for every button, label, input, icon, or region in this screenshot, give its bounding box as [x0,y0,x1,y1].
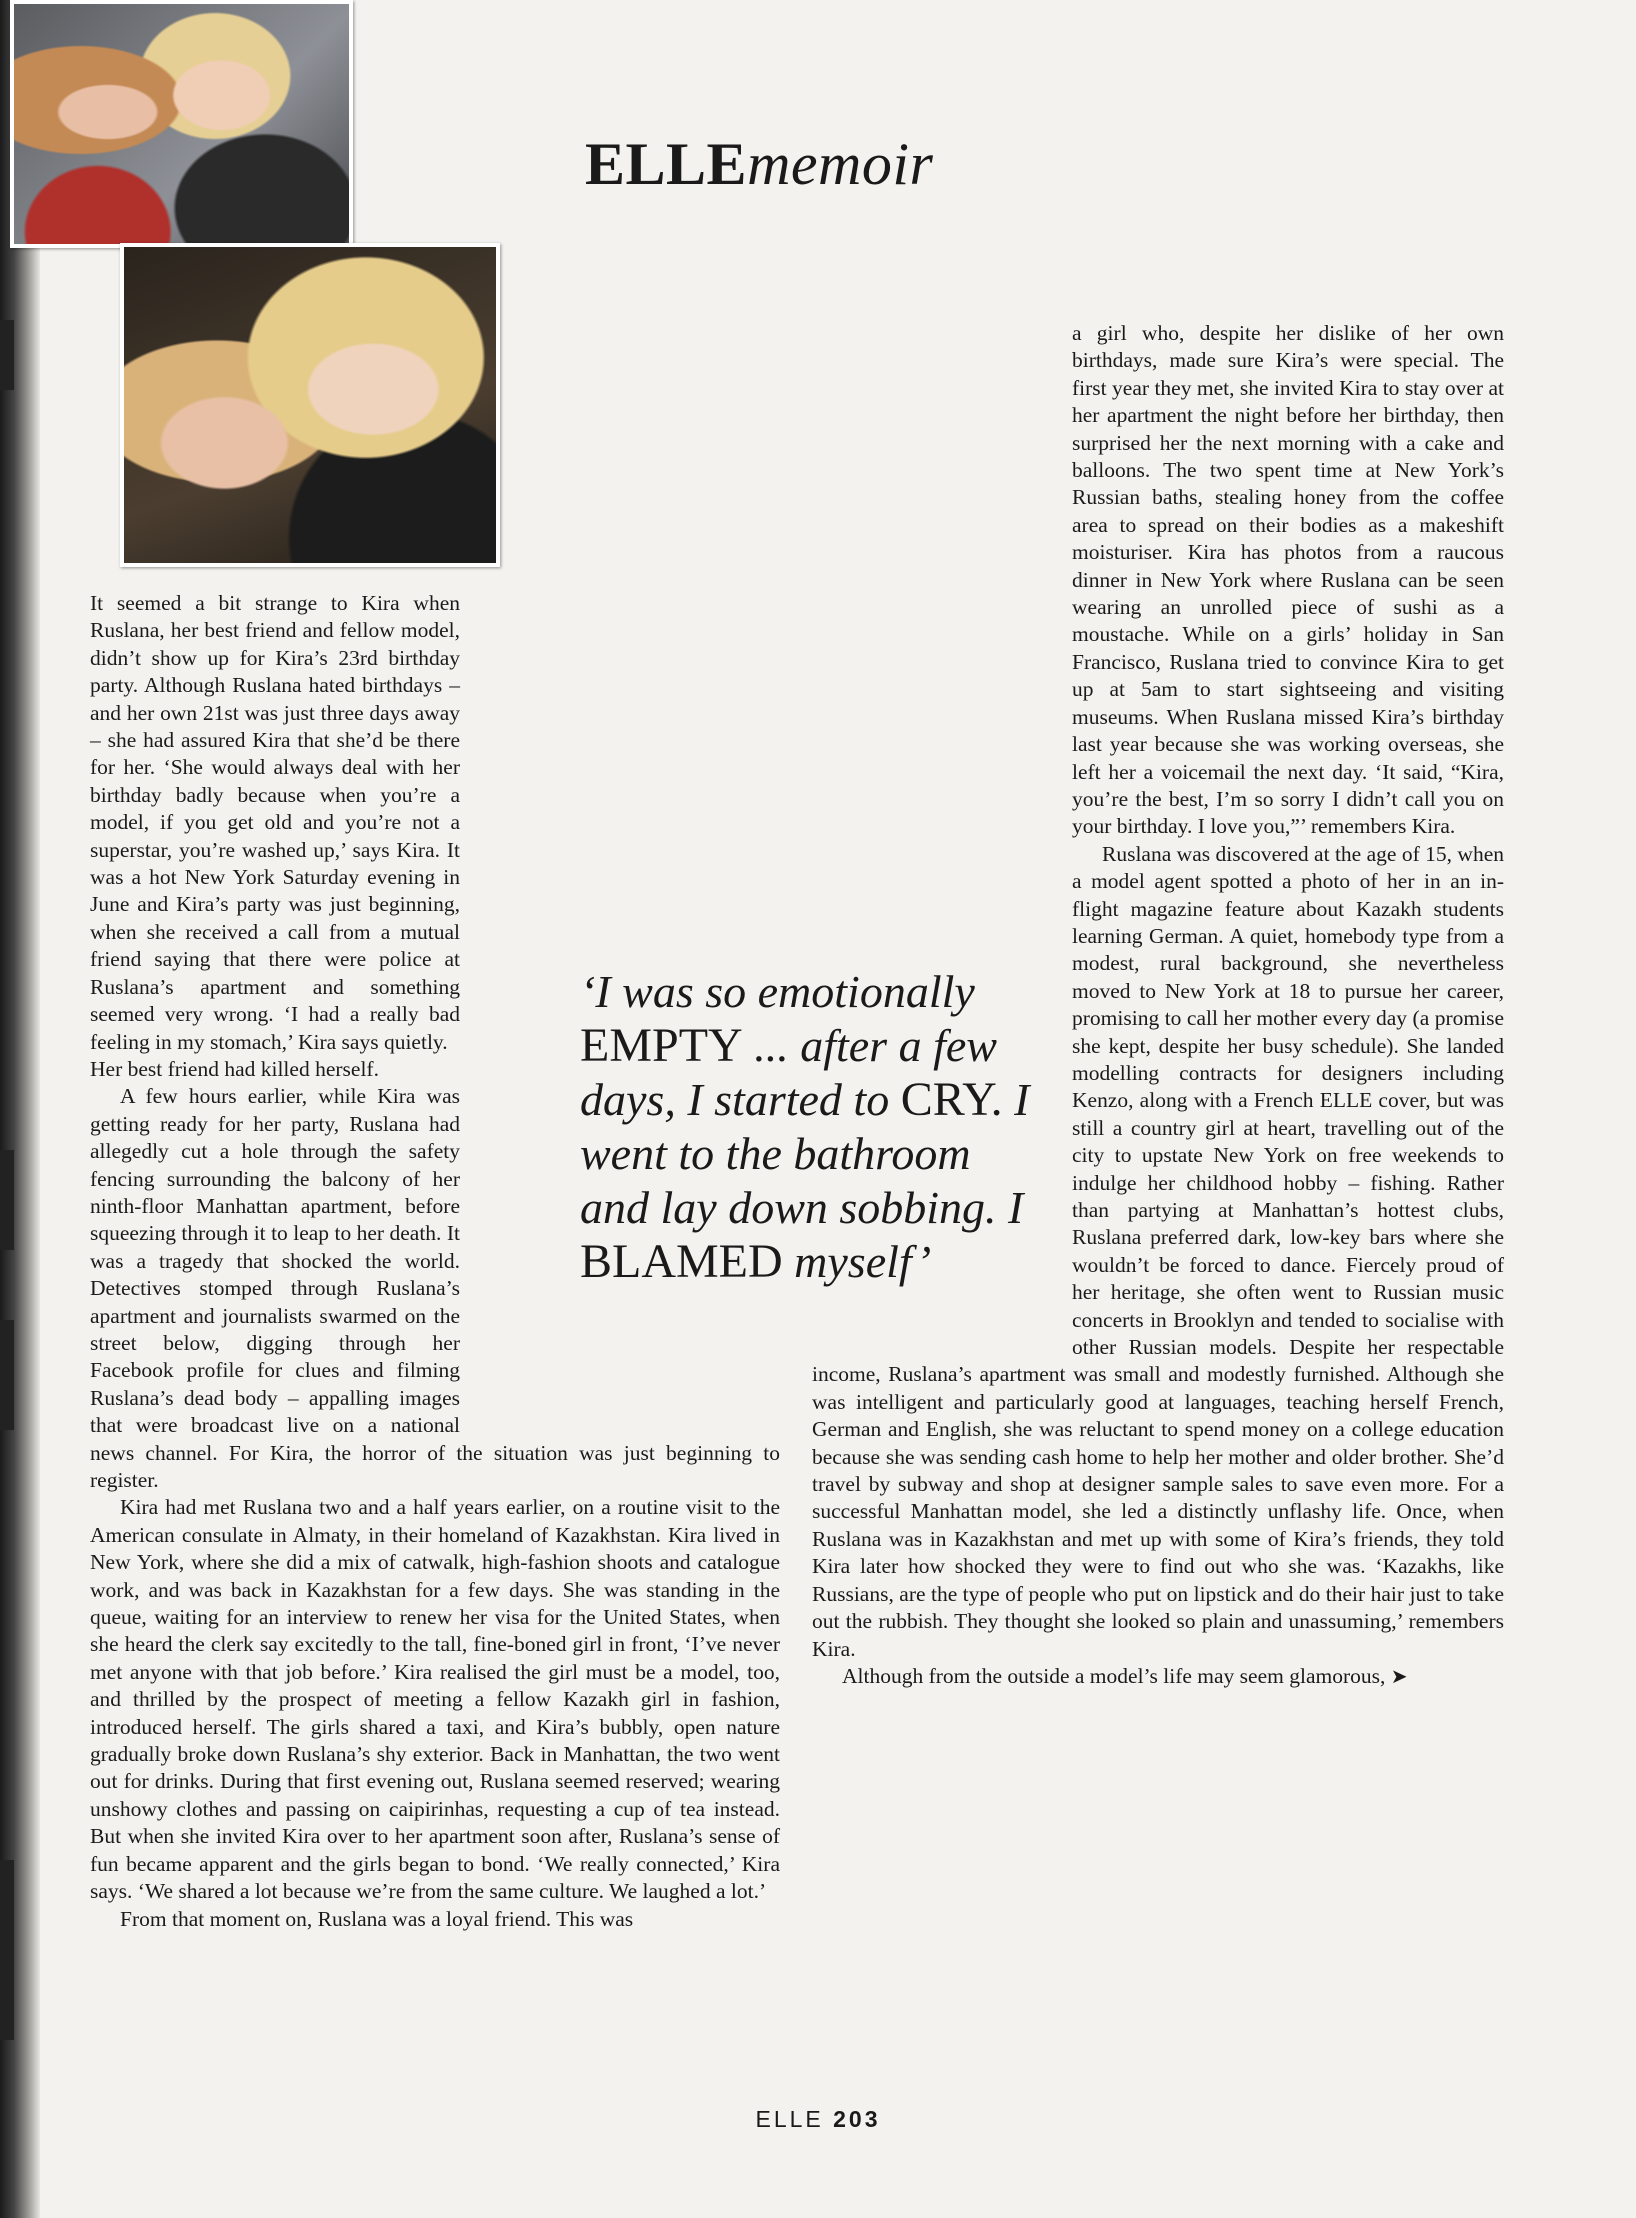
article-paragraph: Kira had met Ruslana two and a half years earlier, on a routine visit to the American consulate in Almaty, in their homeland of Kazakhstan. Kira lived in New York, where she did a mix of catwalk, high-fashion shoots and catalogue work, and was back in Kazakhstan for a few days. She was standing in the queue, waiting for an interview to renew her visa for the United States, when she heard the clerk say excitedly to the tall, fine-boned girl in front, ‘I’ve never met anyone with that job before.’ Kira realised the girl must be a model, too, and thrilled by the prospect of meeting a fellow Kazakh girl in fashion, introduced herself. The girls shared a taxi, and Kira’s bubbly, open nature gradually broke down Ruslana’s shy exterior. Back in Manhattan, the two went out for drinks. During that first evening out, Ruslana seemed reserved; wearing unshowy clothes and passing on caipirinhas, requesting a cup of tea instead. But when she invited Kira over to her apartment soon after, Ruslana’s sense of fun became apparent and the girls began to bond. ‘We really connected,’ Kira says. ‘We shared a lot because we’re from the same culture. We laughed a lot.’ [90,1495,780,1904]
spine-mark [0,1150,14,1250]
pullquote-text: I went to the bathroom and lay down sobbing. I [580,1074,1030,1233]
article-paragraph: From that moment on, Ruslana was a loyal friend. This was [120,1906,634,1931]
masthead [585,128,933,200]
article-paragraph: A few hours earlier, while Kira was getting ready for her party, Ruslana had allegedly cut a hole through the safety fencing surrounding the balcony of her ninth-floor Manhattan apartment, before squeezing through it to leap to her death. It was a tragedy that shocked the world. Detectives stomped through Ruslana’s apartment and journalists swarmed on the street below, digging through her Facebook profile for clues and filming Ruslana’s dead body – appalling images that were broadcast live on a national news channel. For Kira, the horror of the situation was just beginning to register. [90,1084,780,1492]
masthead-brand: ELLE [585,131,748,197]
pullquote-emphasis: EMPTY [580,1019,743,1072]
spine-mark [0,1320,14,1430]
pullquote-text: ... after a few days, I started to [580,1020,997,1125]
spine-mark [0,1860,14,2040]
article-paragraph: Ruslana was discovered at the age of 15, when a model agent spotted a photo of her in an in-flight magazine feature about Kazakh students learning German. A quiet, homebody type from a modest, rural background, she nevertheless moved to New York at 18 to pursue her career, promising to call her mother every day (a promise she kept, despite her busy schedule). She landed modelling contracts for designers including Kenzo, along with a French ELLE cover, but was still a country girl at heart, travelling out of the city to upstate New York on free weekends to indulge her childhood hobby – fishing. Rather than partying at Manhattan’s hottest clubs, Ruslana preferred dark, low-key bars where she wouldn’t be forced to dance. Fiercely proud of her heritage, she often went to Russian music concerts in Brooklyn and tended to socialise with other Russian models. Despite her respectable income, Ruslana’s apartment was small and modestly furnished. Although she was intelligent and particularly good at languages, teaching herself French, German and English, she was reluctant to spend money on a college education because she was sending cash home to help her mother and older brother. She’d travel by subway and shop at designer sample sales to save even more. For a successful Manhattan model, she led a distinctly unflashy life. Once, when Ruslana was in Kazakhstan and met up with some of Kira’s friends, they told Kira later how shocked they were to find out who she was. ‘Kazakhs, like Russians, are the type of people who put on lipstick and do their hair just to take out the rubbish. They thought she looked so plain and unassuming,’ remembers Kira. [812,841,1504,1661]
pull-quote [580,965,1050,1289]
article-paragraph [812,1663,1504,1690]
page-number: 203 [833,2106,881,2132]
page-spine-shadow [0,0,40,2218]
footer-brand: ELLE [755,2106,824,2132]
article-paragraph: It seemed a bit strange to Kira when Ruslana, her best friend and fellow model, didn’t show up for Kira’s 23rd birthday party. Although Ruslana hated birthdays – and her own 21st was just three days away – she had assured Kira that she’d be there for her. ‘She would always deal with her birthday badly because when you’re a model, if you get old and you’re not a superstar, you’re washed up,’ says Kira. It was a hot New York Saturday evening in June and Kira’s party was just beginning, when she received a call from a mutual friend saying that there were police at Ruslana’s apartment and something seemed very wrong. ‘I had a really bad feeling in my stomach,’ Kira says quietly. [90,591,460,1054]
photo-kira-ruslana-top [10,0,353,248]
photo-kira-ruslana-bottom [120,243,500,567]
pullquote-text: ‘I was so emotionally [580,966,975,1017]
pullquote-emphasis: CRY. [900,1073,1003,1126]
pullquote-emphasis: BLAMED [580,1235,783,1288]
continue-arrow-icon: ➤ [1390,1663,1408,1688]
spine-mark [0,320,14,390]
article-paragraph: a girl who, despite her dislike of her own birthdays, made sure Kira’s were special. The first year they met, she invited Kira to stay over at her apartment the night before her birthday, then surprised her the next morning with a cake and balloons. The two spent time at New York’s Russian baths, stealing honey from the coffee area to spread on their bodies as a makeshift moisturiser. Kira has photos from a raucous dinner in New York where Ruslana can be seen wearing an unrolled piece of sushi as a moustache. While on a girls’ holiday in San Francisco, Ruslana tried to convince Kira to get up at 5am to start sightseeing and visiting museums. When Ruslana missed Kira’s birthday last year because she was working overseas, she left her a voicemail the next day. ‘It said, “Kira, you’re the best, I’m so sorry I didn’t call you on your birthday. I love you,”’ remembers Kira. [1072,321,1504,839]
article-paragraph-text: Although from the outside a model’s life may seem glamorous, [842,1663,1386,1688]
masthead-section: memoir [747,131,934,197]
page-footer [0,2106,1636,2133]
pullquote-text: myself’ [794,1236,932,1287]
article-paragraph: Her best friend had killed herself. [90,1056,379,1081]
